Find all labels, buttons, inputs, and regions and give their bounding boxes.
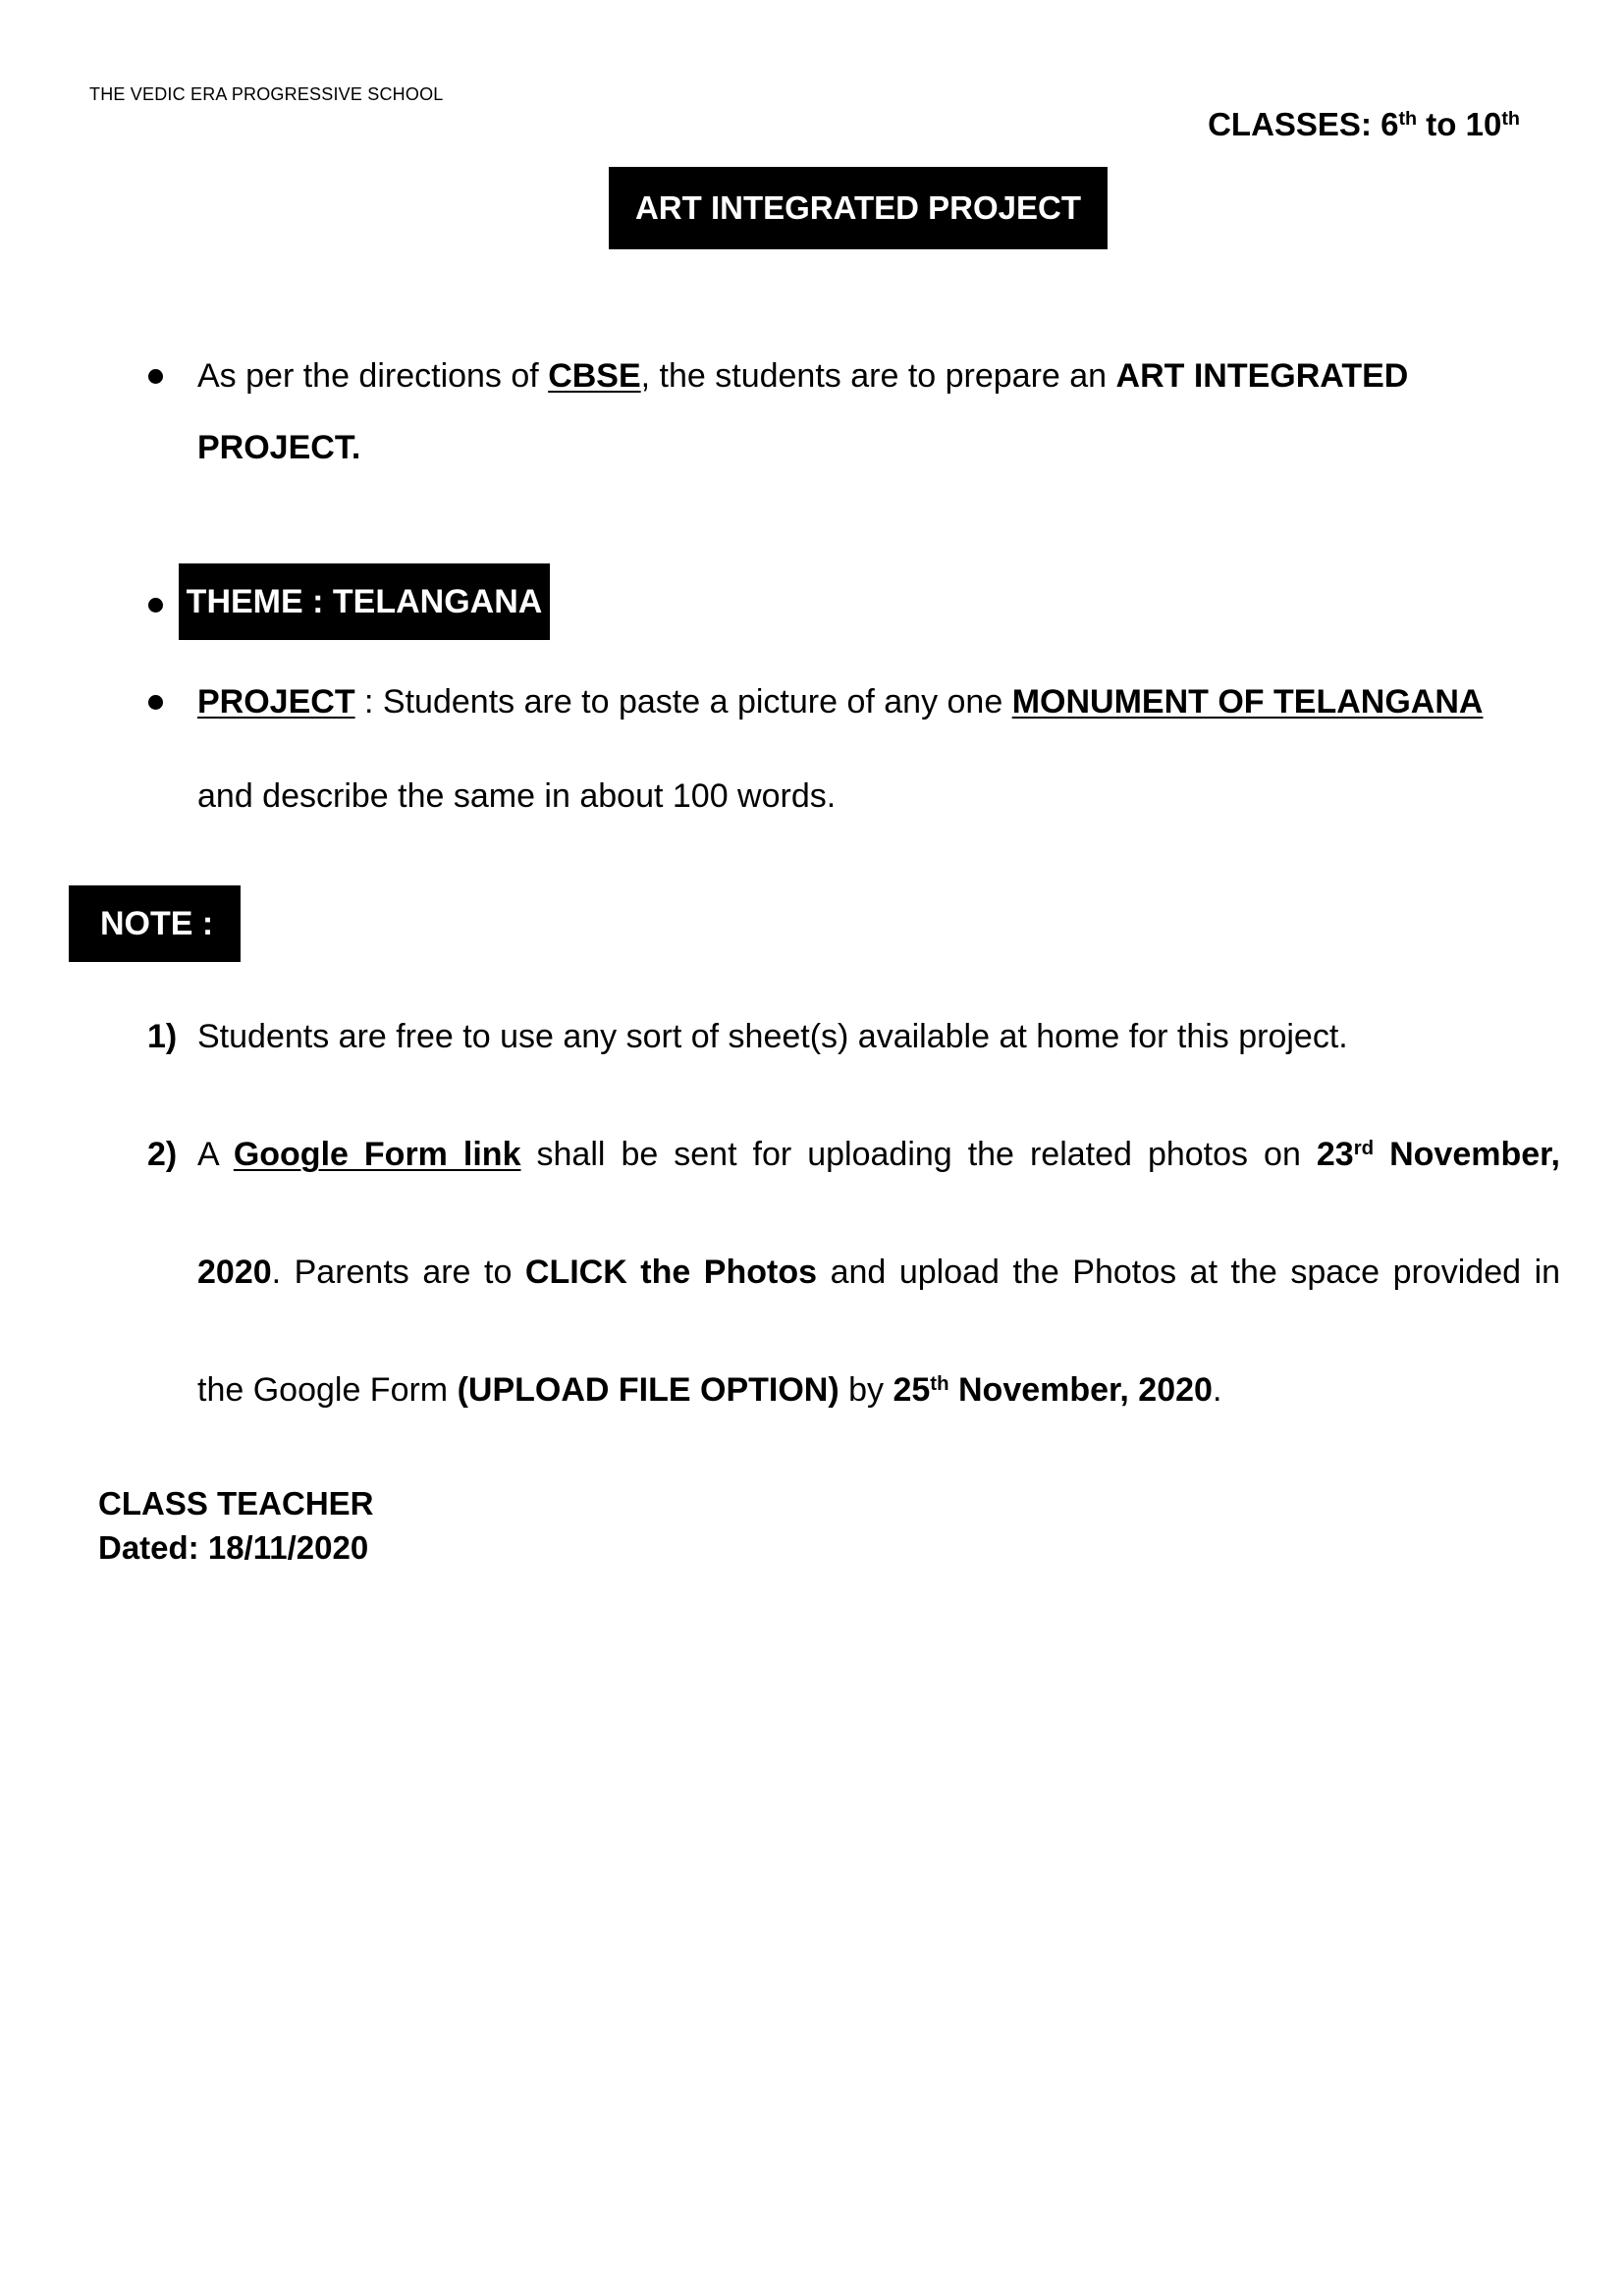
school-name: THE VEDIC ERA PROGRESSIVE SCHOOL xyxy=(89,84,444,104)
monument-text: MONUMENT OF TELANGANA xyxy=(1011,683,1484,721)
bullet-1-line-1: As per the directions of CBSE, the students are to prepare an ART INTEGRATED xyxy=(197,357,1409,395)
cbse-text: CBSE xyxy=(548,357,641,395)
classes-range: CLASSES: 6th to 10th xyxy=(1208,106,1520,142)
bullet-dot xyxy=(148,695,163,710)
project-line-1: PROJECT : Students are to paste a picture of any one MONUMENT OF TELANGANA xyxy=(197,683,1484,721)
note-2-line-1: A Google Form link shall be sent for uploading the related photos on 23rd November, xyxy=(197,1136,1560,1173)
note-2-number: 2) xyxy=(147,1136,178,1173)
note-1-number: 1) xyxy=(147,1018,178,1055)
theme-label: THEME : TELANGANA xyxy=(179,563,550,640)
bullet-dot xyxy=(148,598,163,613)
note-2-line-3: the Google Form (UPLOAD FILE OPTION) by 25th November, 2020. xyxy=(197,1371,1222,1409)
signature-line: CLASS TEACHER xyxy=(98,1485,374,1522)
page-title: ART INTEGRATED PROJECT xyxy=(609,167,1108,249)
google-form-link-text: Google Form link xyxy=(233,1136,521,1173)
note-2-line-2: 2020. Parents are to CLICK the Photos and upload the Photos at the space provided in xyxy=(197,1254,1561,1291)
project-line-2: and describe the same in about 100 words. xyxy=(197,777,837,815)
note-1-text: Students are free to use any sort of sheet(s) available at home for this project. xyxy=(197,1018,1348,1055)
bullet-dot xyxy=(148,369,163,384)
bullet-1-line-2: PROJECT. xyxy=(197,429,361,466)
date-line: Dated: 18/11/2020 xyxy=(98,1529,369,1566)
note-label: NOTE : xyxy=(69,885,241,962)
